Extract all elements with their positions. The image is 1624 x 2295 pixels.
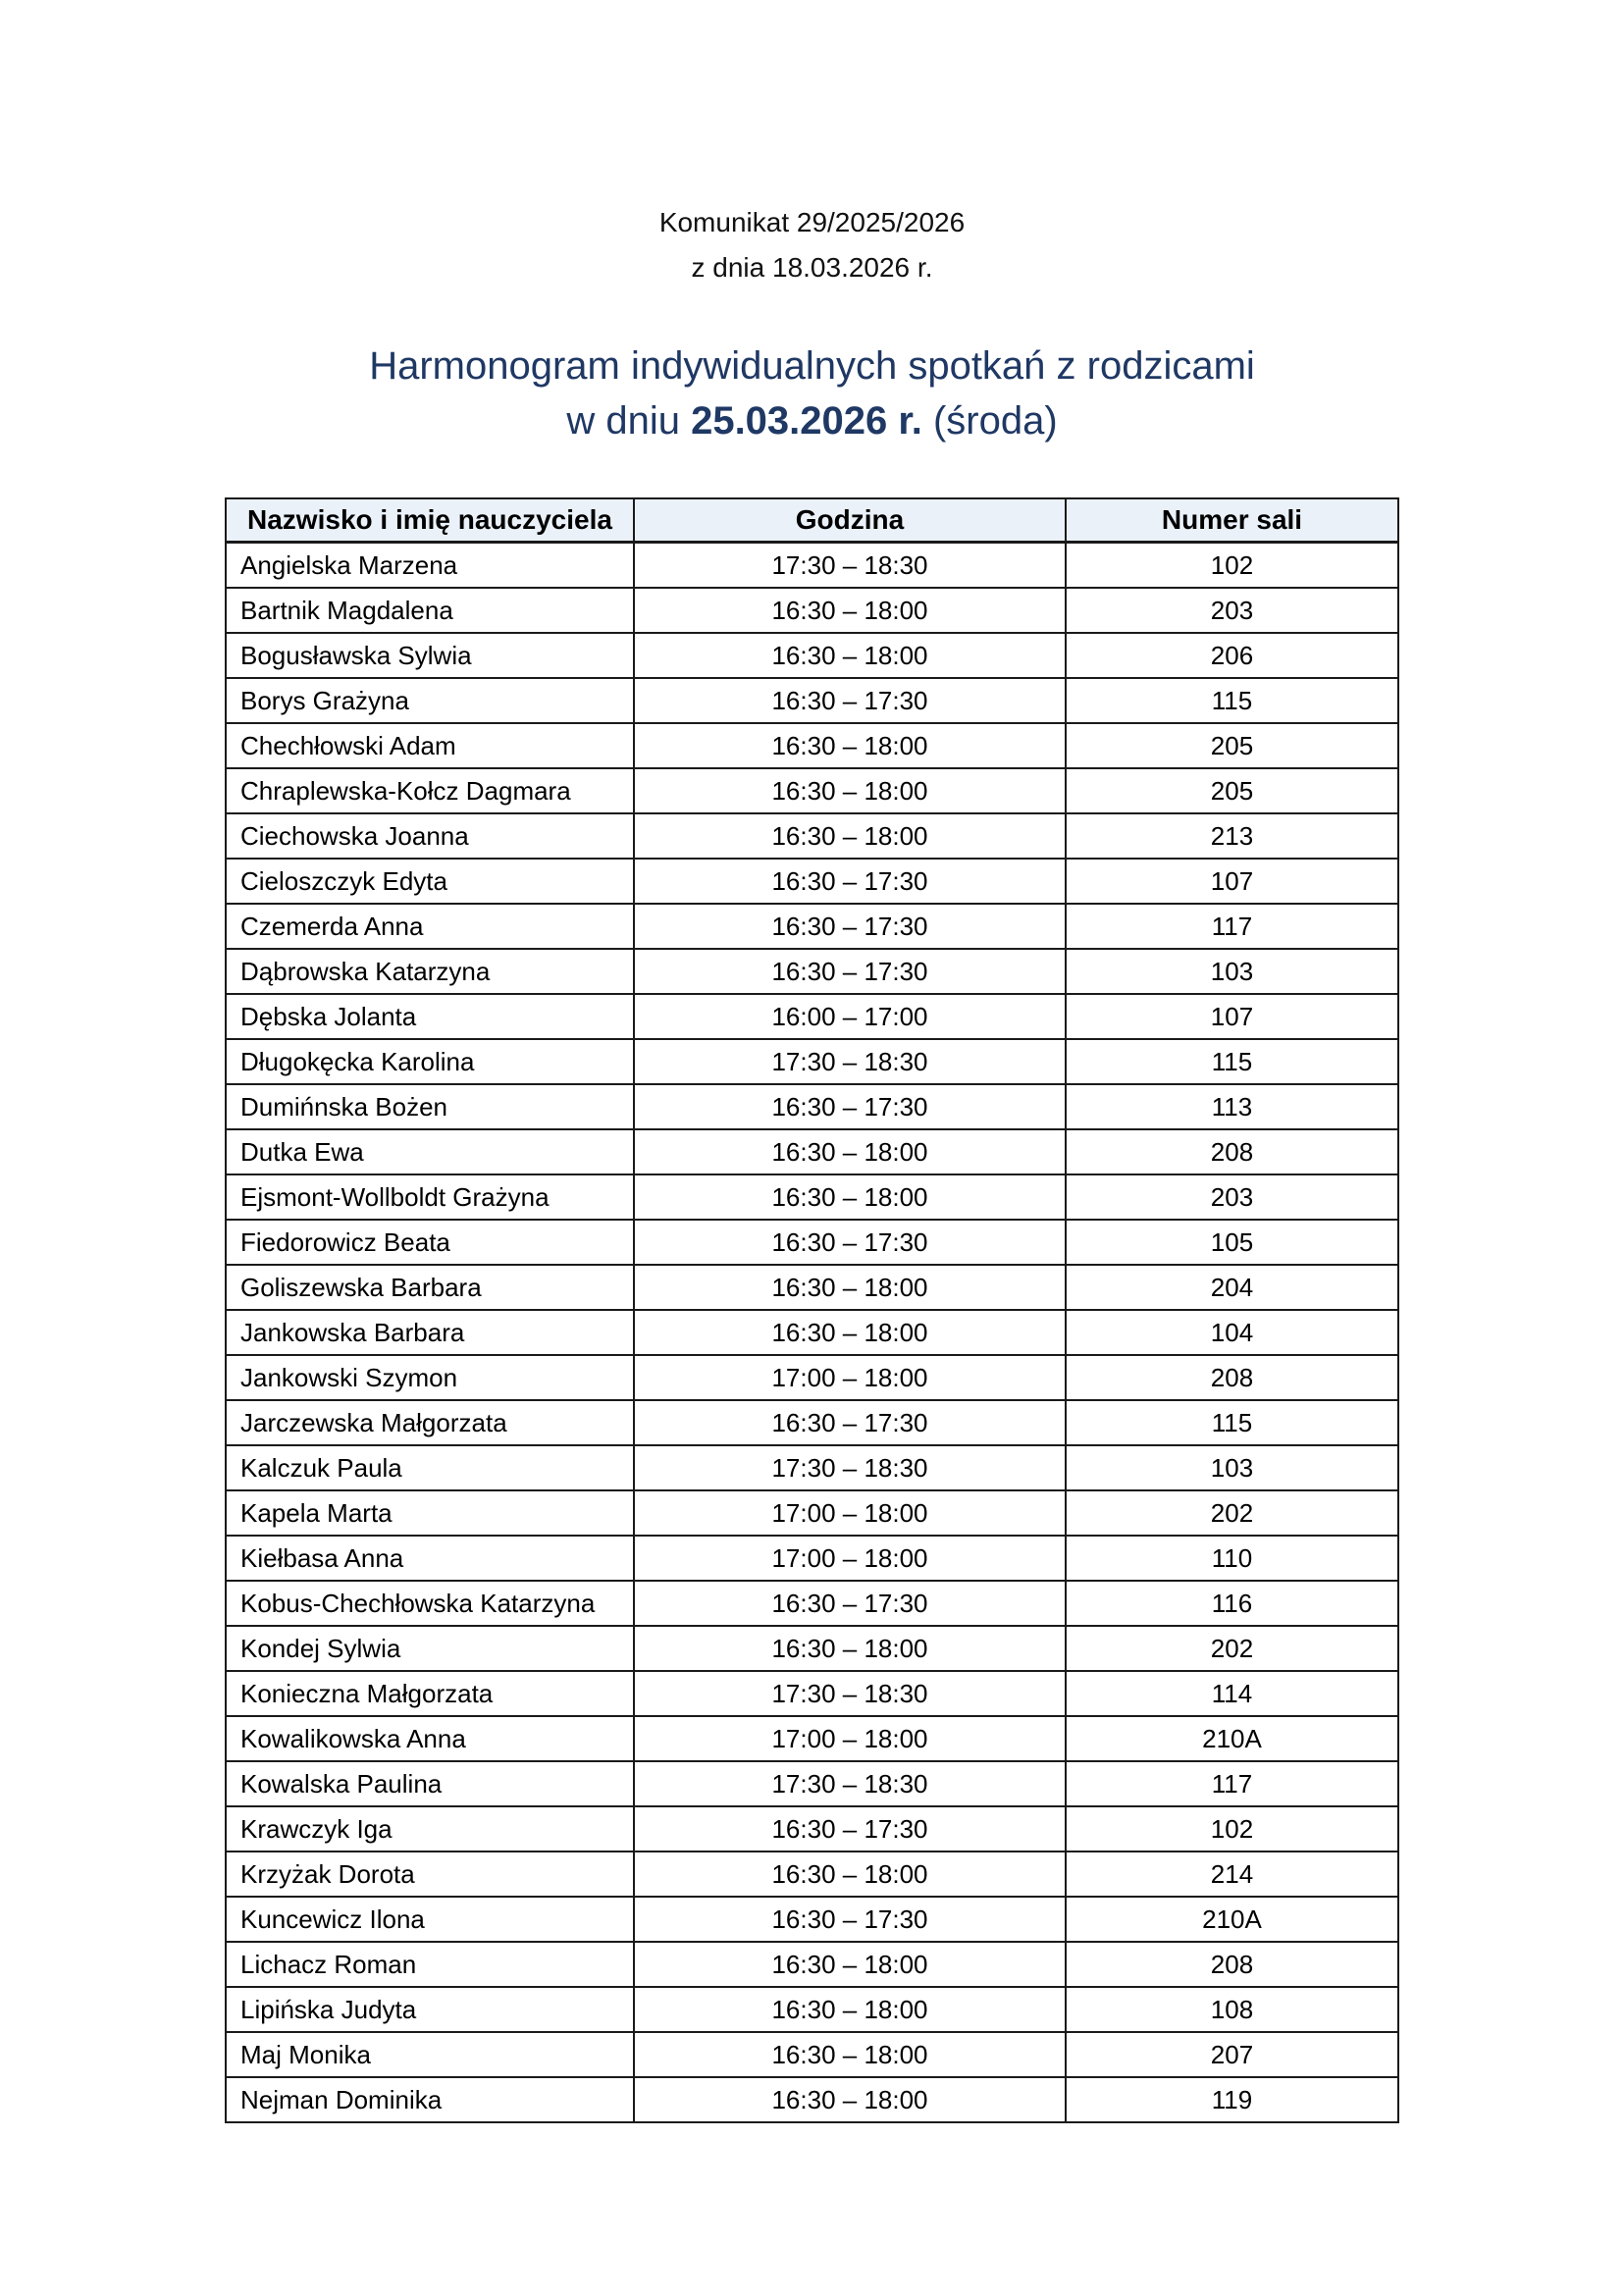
- cell-time: 16:30 – 18:00: [634, 2077, 1066, 2122]
- cell-room: 102: [1066, 1806, 1398, 1852]
- cell-name: Angielska Marzena: [226, 543, 634, 589]
- table-row: [226, 1265, 1398, 1310]
- cell-room: 103: [1066, 1445, 1398, 1490]
- table-row: [226, 1355, 1398, 1400]
- cell-time: 16:30 – 18:00: [634, 1265, 1066, 1310]
- cell-room: 105: [1066, 1220, 1398, 1265]
- cell-time: 17:30 – 18:30: [634, 1445, 1066, 1490]
- cell-time: 16:30 – 18:00: [634, 2032, 1066, 2077]
- cell-name: Kapela Marta: [226, 1490, 634, 1536]
- cell-name: Cieloszczyk Edyta: [226, 859, 634, 904]
- cell-name: Bogusławska Sylwia: [226, 633, 634, 678]
- table-row: [226, 1490, 1398, 1536]
- cell-room: 116: [1066, 1581, 1398, 1626]
- table-row: [226, 1852, 1398, 1897]
- table-row: [226, 1400, 1398, 1445]
- cell-name: Kobus-Chechłowska Katarzyna: [226, 1581, 634, 1626]
- cell-time: 16:30 – 18:00: [634, 633, 1066, 678]
- cell-room: 208: [1066, 1942, 1398, 1987]
- schedule-table: [225, 497, 1399, 2123]
- cell-time: 16:30 – 18:00: [634, 1174, 1066, 1220]
- page-title-line-1: Harmonogram indywidualnych spotkań z rodzicami: [369, 344, 1255, 388]
- cell-name: Dutka Ewa: [226, 1129, 634, 1174]
- table-row: [226, 2077, 1398, 2122]
- schedule-table-body: [226, 543, 1398, 2123]
- cell-name: Czemerda Anna: [226, 904, 634, 949]
- table-row: [226, 1626, 1398, 1671]
- cell-name: Ciechowska Joanna: [226, 813, 634, 859]
- cell-room: 115: [1066, 1400, 1398, 1445]
- cell-room: 208: [1066, 1129, 1398, 1174]
- cell-room: 210A: [1066, 1897, 1398, 1942]
- cell-time: 17:30 – 18:30: [634, 543, 1066, 589]
- cell-room: 204: [1066, 1265, 1398, 1310]
- cell-time: 16:30 – 17:30: [634, 1400, 1066, 1445]
- cell-room: 110: [1066, 1536, 1398, 1581]
- cell-room: 104: [1066, 1310, 1398, 1355]
- cell-time: 16:30 – 18:00: [634, 1987, 1066, 2032]
- cell-time: 16:30 – 18:00: [634, 1129, 1066, 1174]
- cell-room: 119: [1066, 2077, 1398, 2122]
- cell-name: Maj Monika: [226, 2032, 634, 2077]
- page-title: [0, 339, 1624, 448]
- table-row: [226, 1761, 1398, 1806]
- cell-name: Lipińska Judyta: [226, 1987, 634, 2032]
- cell-time: 16:30 – 17:30: [634, 859, 1066, 904]
- cell-room: 208: [1066, 1355, 1398, 1400]
- cell-room: 102: [1066, 543, 1398, 589]
- cell-room: 114: [1066, 1671, 1398, 1716]
- cell-name: Kuncewicz Ilona: [226, 1897, 634, 1942]
- cell-room: 108: [1066, 1987, 1398, 2032]
- header-row: [226, 498, 1398, 543]
- cell-time: 16:30 – 18:00: [634, 768, 1066, 813]
- table-row: [226, 1174, 1398, 1220]
- table-row: [226, 949, 1398, 994]
- table-row: [226, 1581, 1398, 1626]
- page-title-line-2: [0, 393, 1624, 448]
- cell-name: Dąbrowska Katarzyna: [226, 949, 634, 994]
- table-row: [226, 1897, 1398, 1942]
- cell-time: 16:30 – 17:30: [634, 1084, 1066, 1129]
- cell-time: 17:30 – 18:30: [634, 1761, 1066, 1806]
- cell-name: Krawczyk Iga: [226, 1806, 634, 1852]
- cell-name: Lichacz Roman: [226, 1942, 634, 1987]
- table-row: [226, 678, 1398, 723]
- cell-room: 203: [1066, 588, 1398, 633]
- table-row: [226, 543, 1398, 589]
- table-row: [226, 1084, 1398, 1129]
- cell-name: Kowalikowska Anna: [226, 1716, 634, 1761]
- cell-name: Kowalska Paulina: [226, 1761, 634, 1806]
- title-meeting-date: 25.03.2026 r.: [691, 399, 922, 443]
- cell-name: Dębska Jolanta: [226, 994, 634, 1039]
- cell-room: 103: [1066, 949, 1398, 994]
- table-row: [226, 1716, 1398, 1761]
- table-row: [226, 1039, 1398, 1084]
- cell-time: 16:30 – 18:00: [634, 588, 1066, 633]
- table-row: [226, 1671, 1398, 1716]
- table-row: [226, 904, 1398, 949]
- cell-room: 206: [1066, 633, 1398, 678]
- cell-name: Ejsmont-Wollboldt Grażyna: [226, 1174, 634, 1220]
- cell-time: 16:30 – 18:00: [634, 723, 1066, 768]
- cell-room: 107: [1066, 859, 1398, 904]
- table-row: [226, 1220, 1398, 1265]
- cell-room: 117: [1066, 1761, 1398, 1806]
- cell-time: 16:30 – 18:00: [634, 1942, 1066, 1987]
- announcement-header: [0, 200, 1624, 290]
- announcement-date: z dnia 18.03.2026 r.: [691, 252, 933, 283]
- table-row: [226, 723, 1398, 768]
- table-row: [226, 633, 1398, 678]
- cell-name: Jankowska Barbara: [226, 1310, 634, 1355]
- table-row: [226, 994, 1398, 1039]
- column-header-teacher: Nazwisko i imię nauczyciela: [226, 498, 634, 543]
- cell-time: 16:30 – 18:00: [634, 813, 1066, 859]
- cell-time: 16:30 – 18:00: [634, 1852, 1066, 1897]
- cell-time: 17:00 – 18:00: [634, 1355, 1066, 1400]
- table-row: [226, 1942, 1398, 1987]
- cell-time: 16:30 – 18:00: [634, 1310, 1066, 1355]
- cell-room: 214: [1066, 1852, 1398, 1897]
- cell-time: 17:30 – 18:30: [634, 1671, 1066, 1716]
- cell-name: Konieczna Małgorzata: [226, 1671, 634, 1716]
- cell-name: Dumińnska Bożen: [226, 1084, 634, 1129]
- cell-time: 17:00 – 18:00: [634, 1536, 1066, 1581]
- table-row: [226, 813, 1398, 859]
- cell-time: 16:30 – 18:00: [634, 1626, 1066, 1671]
- table-row: [226, 768, 1398, 813]
- cell-time: 17:00 – 18:00: [634, 1490, 1066, 1536]
- cell-name: Nejman Dominika: [226, 2077, 634, 2122]
- cell-name: Jankowski Szymon: [226, 1355, 634, 1400]
- cell-name: Chechłowski Adam: [226, 723, 634, 768]
- cell-time: 16:00 – 17:00: [634, 994, 1066, 1039]
- table-row: [226, 1536, 1398, 1581]
- cell-time: 16:30 – 17:30: [634, 1581, 1066, 1626]
- cell-room: 115: [1066, 678, 1398, 723]
- cell-room: 205: [1066, 723, 1398, 768]
- title-weekday: (środa): [921, 399, 1058, 443]
- cell-name: Borys Grażyna: [226, 678, 634, 723]
- cell-time: 16:30 – 17:30: [634, 1220, 1066, 1265]
- table-row: [226, 1129, 1398, 1174]
- cell-room: 107: [1066, 994, 1398, 1039]
- cell-room: 202: [1066, 1490, 1398, 1536]
- cell-room: 117: [1066, 904, 1398, 949]
- cell-room: 202: [1066, 1626, 1398, 1671]
- cell-time: 16:30 – 17:30: [634, 678, 1066, 723]
- cell-name: Krzyżak Dorota: [226, 1852, 634, 1897]
- cell-name: Fiedorowicz Beata: [226, 1220, 634, 1265]
- cell-name: Kalczuk Paula: [226, 1445, 634, 1490]
- schedule-table-head: [226, 498, 1398, 543]
- cell-time: 17:30 – 18:30: [634, 1039, 1066, 1084]
- table-row: [226, 588, 1398, 633]
- announcement-number: Komunikat 29/2025/2026: [658, 207, 966, 237]
- cell-room: 213: [1066, 813, 1398, 859]
- cell-room: 113: [1066, 1084, 1398, 1129]
- cell-time: 16:30 – 17:30: [634, 1897, 1066, 1942]
- table-row: [226, 1806, 1398, 1852]
- table-row: [226, 1445, 1398, 1490]
- cell-name: Chraplewska-Kołcz Dagmara: [226, 768, 634, 813]
- cell-room: 203: [1066, 1174, 1398, 1220]
- cell-name: Bartnik Magdalena: [226, 588, 634, 633]
- cell-name: Jarczewska Małgorzata: [226, 1400, 634, 1445]
- column-header-room: Numer sali: [1066, 498, 1398, 543]
- cell-name: Kiełbasa Anna: [226, 1536, 634, 1581]
- cell-time: 16:30 – 17:30: [634, 949, 1066, 994]
- cell-time: 17:00 – 18:00: [634, 1716, 1066, 1761]
- table-row: [226, 2032, 1398, 2077]
- cell-time: 16:30 – 17:30: [634, 1806, 1066, 1852]
- cell-name: Kondej Sylwia: [226, 1626, 634, 1671]
- table-row: [226, 859, 1398, 904]
- cell-name: Długokęcka Karolina: [226, 1039, 634, 1084]
- title-date-prefix: w dniu: [566, 399, 692, 443]
- table-row: [226, 1987, 1398, 2032]
- table-row: [226, 1310, 1398, 1355]
- cell-room: 207: [1066, 2032, 1398, 2077]
- cell-room: 205: [1066, 768, 1398, 813]
- cell-time: 16:30 – 17:30: [634, 904, 1066, 949]
- column-header-time: Godzina: [634, 498, 1066, 543]
- cell-room: 115: [1066, 1039, 1398, 1084]
- cell-room: 210A: [1066, 1716, 1398, 1761]
- cell-name: Goliszewska Barbara: [226, 1265, 634, 1310]
